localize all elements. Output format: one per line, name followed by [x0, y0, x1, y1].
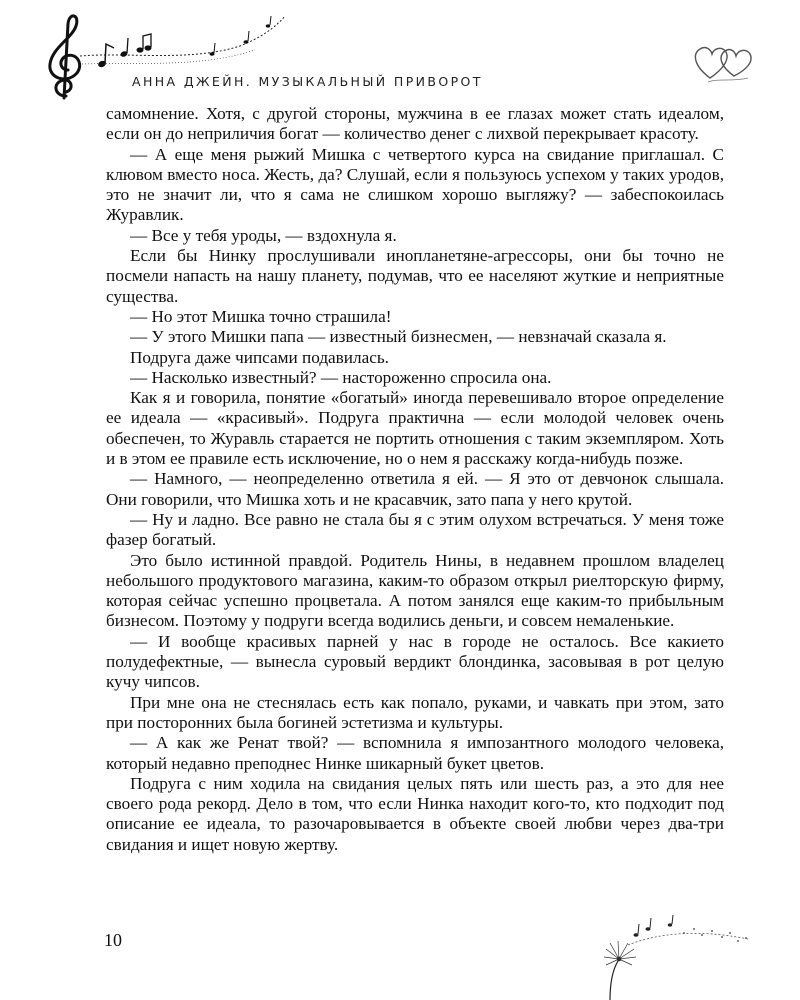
seed-flecks [683, 928, 747, 942]
dandelion-head-icon [604, 941, 636, 965]
page-number: 10 [104, 930, 122, 950]
treble-clef-ornament [40, 6, 300, 106]
music-notes-icon [97, 16, 271, 68]
paragraph: — А еще меня рыжий Мишка с четвертого курса на свидание приглашал. С клювом вместо носа. Жесть, да? Слушай, если я пользуюсь успехом у таких уродов, это не значит ли, что я сама не слишком хорошо выгляжу? — забеспокоилась Журавлик. [106, 144, 724, 225]
paragraph: Если бы Нинку прослушивали инопланетяне-агрессоры, они бы точно не посмели напасть на нашу планету, подумав, что ее населяют жуткие и неприятные существа. [106, 246, 724, 306]
running-head: АННА ДЖЕЙН. МУЗЫКАЛЬНЫЙ ПРИВОРОТ [132, 74, 483, 89]
dandelion-ornament-icon [588, 905, 758, 1000]
paragraph: При мне она не стеснялась есть как попало, руками, и чавкать при этом, зато при посторонних была богиней эстетизма и культуры. [106, 692, 724, 732]
paragraph: — Ну и ладно. Все равно не стала бы я с этим олухом встречаться. У меня тоже фазер богатый. [106, 509, 724, 550]
paragraph: самомнение. Хотя, с другой стороны, мужчина в ее глазах может стать идеалом, если он до неприличия богат — количество денег с лихвой перекрывает красоту. [106, 104, 724, 144]
body-text [106, 104, 724, 855]
paragraph: — И вообще красивых парней у нас в городе не осталось. Все какието полудефектные, — вынесла суровый вердикт блондинка, засовывая в рот целую кучу чипсов. [106, 631, 724, 692]
paragraph: Подруга даже чипсами подавилась. [130, 347, 389, 367]
paragraph: — Но этот Мишка точно страшила! [130, 306, 392, 326]
hearts-ornament-icon [688, 38, 760, 86]
paragraph: Подруга с ним ходила на свидания целых пять или шесть раз, а это для нее своего рода рекорд. Дело в том, что если Нинка находит кого-то, кто подходит под описание ее идеала, то разочаровывается в объекте своей любви через два-три свидания и ищет новую жертву. [106, 773, 724, 854]
music-notes-icon [634, 915, 674, 937]
paragraph: — А как же Ренат твой? — вспомнила я импозантного молодого человека, который недавно преподнес Нинке шикарный букет цветов. [106, 733, 724, 773]
paragraph: — У этого Мишки папа — известный бизнесмен, — невзначай сказала я. [130, 327, 667, 347]
paragraph: — Насколько известный? — настороженно спросила она. [130, 367, 552, 387]
paragraph: Это было истинной правдой. Родитель Нины, в недавнем прошлом владелец небольшого продуктового магазина, каким-то образом открыл риелторскую фирму, которая сейчас успешно процветала. А потом занялся еще каким-то прибыльным бизнесом. Поэтому у подруги всегда водились деньги, и совсем немаленькие. [106, 550, 724, 631]
staff-swirl [80, 16, 285, 56]
treble-clef-icon [50, 16, 80, 98]
paragraph: — Намного, — неопределенно ответила я ей. — Я это от девчонок слышала. Они говорили, что Мишка хоть и не красавчик, зато папа у него крутой. [106, 469, 724, 509]
paragraph: Как я и говорила, понятие «богатый» иногда перевешивало второе определение ее идеала — «красивый». Подруга практична — если молодой человек очень обеспечен, то Журавль старается не портить отношения с таким экземпляром. Хоть и в этом ее правиле есть исключение, но о нем я расскажу когда-нибудь позже. [106, 388, 724, 469]
paragraph: — Все у тебя уроды, — вздохнула я. [130, 225, 397, 245]
